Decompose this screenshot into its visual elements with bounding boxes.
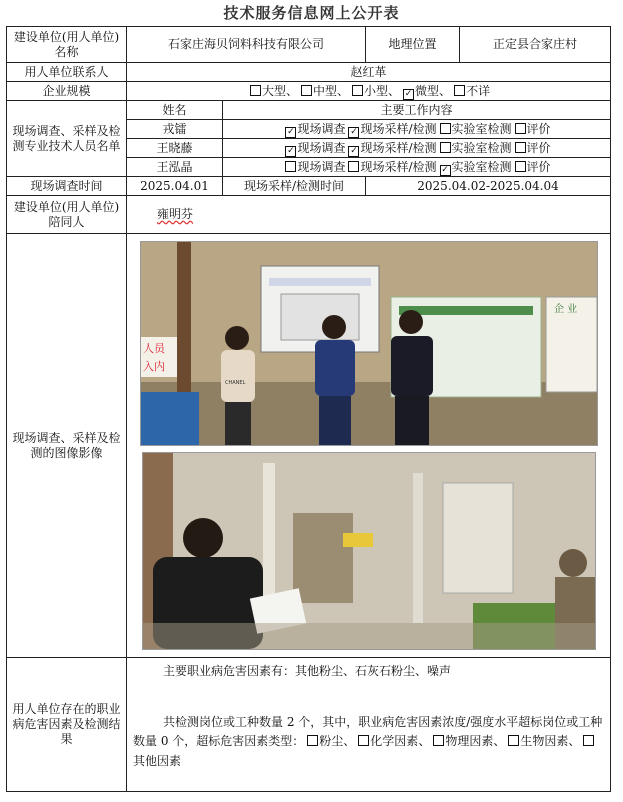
- checked-box-icon: ✓: [350, 145, 358, 156]
- unchecked-box-icon: [440, 123, 451, 134]
- exceed-type-option-label: 其他因素: [133, 753, 182, 768]
- staff-name-3: 王泓晶: [127, 158, 223, 177]
- location-label: 地理位置: [366, 27, 460, 63]
- scale-option: [247, 84, 286, 98]
- unchecked-box-icon: [440, 142, 451, 153]
- scale-options: 大型、 中型、 小型、 ✓ 微型、 不详: [127, 82, 611, 101]
- sign-left-text: 人员: [142, 342, 165, 355]
- staff-work-3: [223, 158, 611, 177]
- group-photo-illustration: [141, 242, 597, 445]
- work-option-label: 评价: [526, 140, 551, 155]
- staff-label: 现场调查、采样及检测专业技术人员名单: [7, 101, 127, 177]
- work-option: [512, 122, 551, 136]
- survey-time-label: 现场调查时间: [7, 177, 127, 196]
- hazards-cell: [127, 658, 611, 792]
- work-option-label: 现场调查: [297, 159, 346, 174]
- escort-person: 雍明芬: [157, 207, 194, 221]
- work-option-label: 评价: [526, 159, 551, 174]
- exceed-type-option: [304, 734, 343, 748]
- sampling-time-label: 现场采样/检测时间: [223, 177, 366, 196]
- unchecked-box-icon: [285, 161, 296, 172]
- hazards-label: 用人单位存在的职业病危害因素及检测结果: [7, 658, 127, 792]
- checked-box-icon: ✓: [404, 88, 413, 99]
- scale-option-label: 不详: [466, 83, 491, 98]
- checked-box-icon: ✓: [350, 126, 358, 137]
- exceed-type-option: [355, 734, 418, 748]
- scale-option-label: 微型: [415, 83, 440, 98]
- work-option: [345, 160, 436, 174]
- work-option: [282, 122, 345, 136]
- site-photo-group: [140, 241, 598, 446]
- checked-box-icon: ✓: [441, 164, 449, 175]
- unchecked-box-icon: [250, 85, 261, 96]
- work-option-label: 实验室检测: [451, 121, 512, 136]
- survey-date: 2025.04.01: [127, 177, 223, 196]
- location-value: 正定县合家庄村: [460, 27, 611, 63]
- unchecked-box-icon: [301, 85, 312, 96]
- staff-work-1: [223, 120, 611, 139]
- exceed-type-option-label: 粉尘: [319, 734, 344, 749]
- images-label: 现场调查、采样及检测的图像影像: [7, 234, 127, 658]
- work-option-label: 现场调查: [297, 140, 346, 155]
- work-option-label: 实验室检测: [451, 140, 512, 155]
- disclosure-table: [6, 26, 611, 792]
- unchecked-box-icon: [515, 123, 526, 134]
- unchecked-box-icon: [348, 161, 359, 172]
- scale-option: [400, 84, 439, 98]
- hazards-result: [133, 713, 604, 771]
- work-option-label: 现场调查: [297, 121, 346, 136]
- hazards-main: 主要职业病危害因素有：其他粉尘、石灰石粉尘、噪声: [163, 664, 452, 678]
- sign-left-text-2: 入内: [142, 360, 165, 373]
- unit-name: 石家庄海贝饲料科技有限公司: [127, 27, 366, 63]
- images-cell: [127, 234, 611, 658]
- unit-label: 建设单位(用人单位)名称: [7, 27, 127, 63]
- exceed-type-option-label: 生物因素: [520, 734, 569, 749]
- work-option: [282, 160, 345, 174]
- site-photo-inspection: [142, 452, 596, 650]
- contact-label: 用人单位联系人: [7, 63, 127, 82]
- work-option-label: 现场采样/检测: [360, 121, 437, 136]
- unchecked-box-icon: [433, 735, 444, 746]
- work-option: [437, 160, 512, 174]
- work-option: [512, 160, 551, 174]
- hazards-result-text: 共检测岗位或工种数量 2 个，其中，职业病危害因素浓度/强度水平超标岗位或工种数量 0 个，超标危害因素类型：: [133, 715, 603, 749]
- staff-name-1: 戎镭: [127, 120, 223, 139]
- work-option: [282, 141, 345, 155]
- exceed-type-option: [430, 734, 493, 748]
- name-header: 姓名: [127, 101, 223, 120]
- unchecked-box-icon: [515, 142, 526, 153]
- work-option-label: 现场采样/检测: [360, 159, 437, 174]
- unchecked-box-icon: [352, 85, 363, 96]
- work-option: [512, 141, 551, 155]
- scale-label: 企业规模: [7, 82, 127, 101]
- sampling-date: 2025.04.02-2025.04.04: [366, 177, 611, 196]
- bag-text: CHANEL: [224, 380, 245, 386]
- contact-value: 赵红革: [127, 63, 611, 82]
- scale-option: [451, 84, 490, 98]
- exceed-type-options: 粉尘、 化学因素、 物理因素、 生物因素、其他因素: [133, 734, 595, 767]
- work-option-label: 现场采样/检测: [360, 140, 437, 155]
- scale-option: [349, 84, 388, 98]
- exceed-type-option: [505, 734, 568, 748]
- scale-option-label: 小型: [364, 83, 389, 98]
- work-option: [345, 122, 436, 136]
- scale-option-label: 大型: [261, 83, 286, 98]
- unchecked-box-icon: [515, 161, 526, 172]
- page-title: 技术服务信息网上公开表: [223, 4, 400, 22]
- work-header: 主要工作内容: [223, 101, 611, 120]
- work-option-label: 评价: [526, 121, 551, 136]
- staff-work-2: [223, 139, 611, 158]
- unchecked-box-icon: [454, 85, 465, 96]
- board-right-text: 企 业: [553, 304, 577, 315]
- escort-label: 建设单位(用人单位)陪同人: [7, 196, 127, 234]
- staff-name-2: 王晓藤: [127, 139, 223, 158]
- exceed-type-option-label: 物理因素: [445, 734, 494, 749]
- unchecked-box-icon: [358, 735, 369, 746]
- scale-option: [298, 84, 337, 98]
- work-option: [437, 122, 512, 136]
- work-option: [345, 141, 436, 155]
- inspection-photo-illustration: [143, 453, 595, 649]
- unchecked-box-icon: [583, 735, 594, 746]
- work-option: [437, 141, 512, 155]
- scale-option-label: 中型: [312, 83, 337, 98]
- exceed-type-option-label: 化学因素: [370, 734, 419, 749]
- work-option-label: 实验室检测: [451, 159, 512, 174]
- unchecked-box-icon: [508, 735, 519, 746]
- unchecked-box-icon: [307, 735, 318, 746]
- checked-box-icon: ✓: [287, 126, 295, 137]
- checked-box-icon: ✓: [287, 145, 295, 156]
